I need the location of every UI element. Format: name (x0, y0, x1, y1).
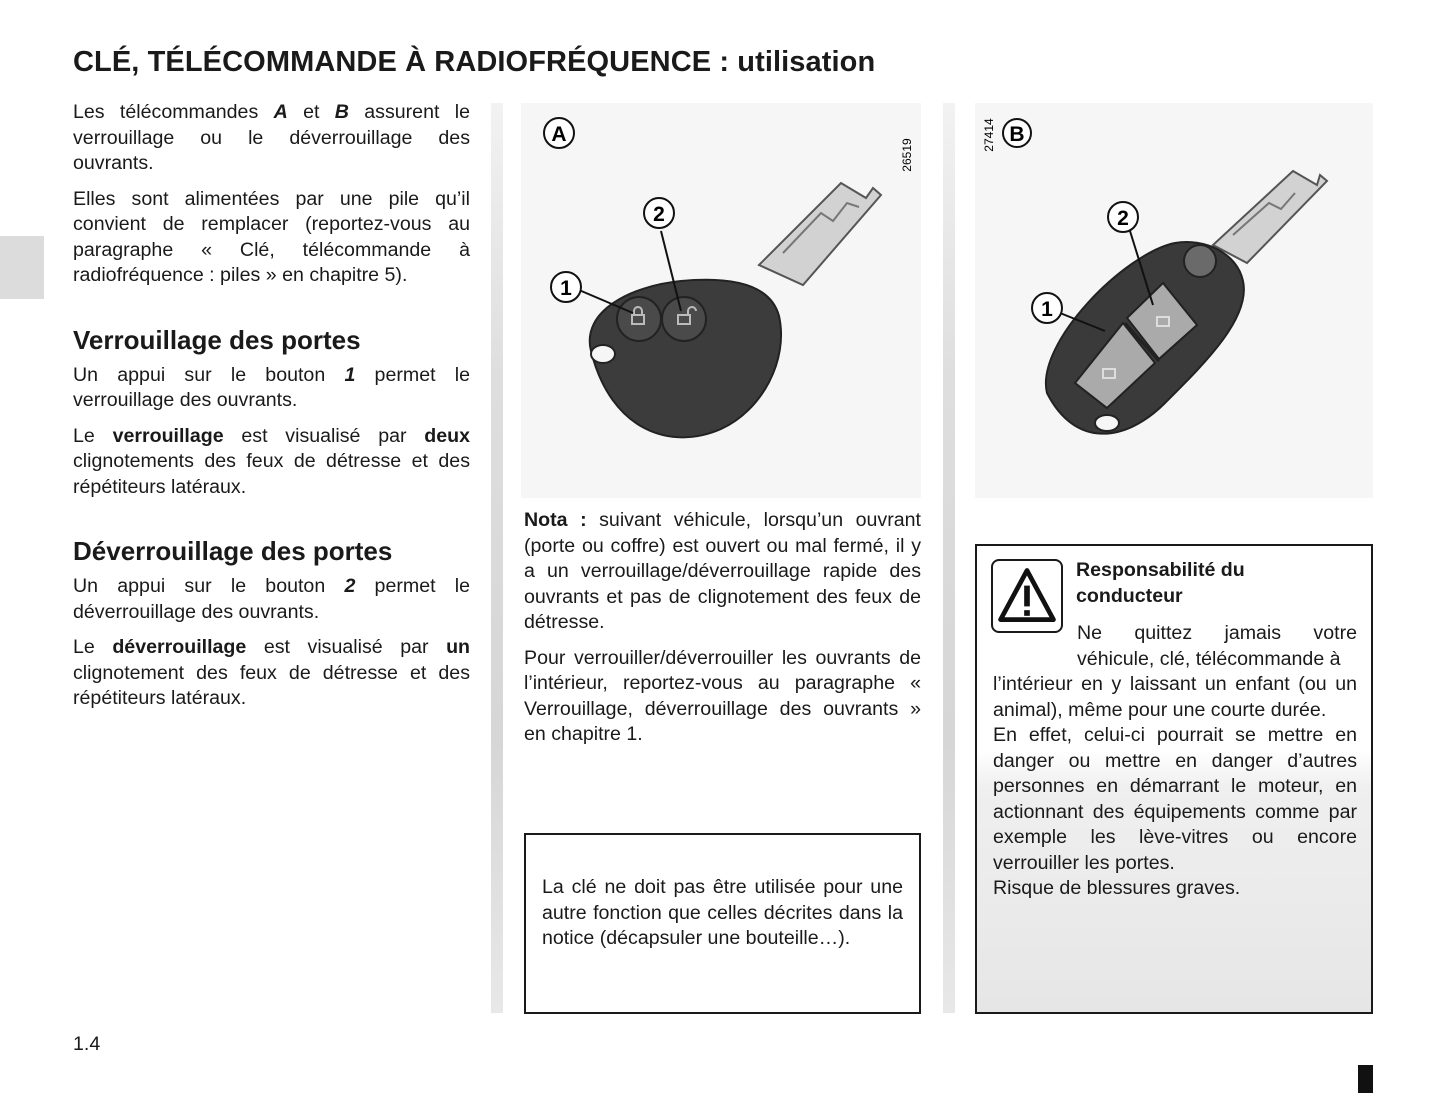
figure-a-key-remote (521, 103, 921, 498)
warning-line-2: l’intérieur en y laissant un enfant (ou un animal), même pour une courte durée. (993, 673, 1357, 721)
locking-heading: Verrouillage des portes (73, 324, 361, 355)
figure-letter: B (1009, 123, 1025, 146)
nota-paragraph: Nota : suivant véhicule, lorsqu’un ouvrant (porte ou coffre) est ouvert ou mal fermé, il y a un verrouillage/déverrouillage rapide des ouvrants et pas de clignotement des feux de détresse. (524, 509, 921, 633)
column-left (73, 100, 470, 722)
key-usage-notice (524, 833, 921, 1014)
figure-ref: 27414 (982, 118, 996, 152)
warning-line-4: Risque de blessures graves. (993, 877, 1241, 899)
column-middle (524, 508, 921, 758)
locking-paragraph-2: Le verrouillage est visualisé par deux clignotements des feux de détresse et des répétiteurs latéraux. (73, 424, 470, 498)
callout-2: 2 (1117, 207, 1129, 230)
key-b-illustration (975, 103, 1373, 498)
callout-1: 1 (560, 277, 572, 300)
nota-paragraph-2: Pour verrouiller/déverrouiller les ouvrants de l’intérieur, reportez-vous au paragraphe « Verrouillage, déverrouillage des ouvrants » en chapitre 1. (524, 646, 921, 745)
chapter-tab (0, 236, 44, 299)
callout-2: 2 (653, 203, 665, 226)
page-corner-mark (1358, 1065, 1373, 1093)
driver-responsibility-warning (975, 544, 1373, 1014)
blade-release-button (1184, 245, 1216, 277)
locking-paragraph-1: Un appui sur le bouton 1 permet le verrouillage des ouvrants. (73, 363, 470, 411)
warning-title: Responsabilité du conducteur (1076, 559, 1245, 607)
key-body (590, 280, 781, 438)
warning-line-3: En effet, celui-ci pourrait se mettre en danger ou mettre en danger d’autres personnes en démarrant le moteur, en actionnant des équipements comme par exemple les lève-vitres ou encore verrouiller les portes. (993, 724, 1357, 874)
column-divider-1 (491, 103, 503, 1013)
column-divider-2 (943, 103, 955, 1013)
figure-ref: 26519 (900, 138, 914, 172)
intro-paragraph-1: Les télécommandes A et B assurent le verrouillage ou le déverrouillage des ouvrants. (73, 101, 470, 174)
warning-body (993, 621, 1357, 902)
figure-letter: A (551, 123, 567, 146)
unlocking-paragraph-1: Un appui sur le bouton 2 permet le déverrouillage des ouvrants. (73, 575, 470, 623)
figure-b-key-remote (975, 103, 1373, 498)
key-body (1046, 242, 1244, 434)
key-a-illustration (521, 103, 921, 498)
warning-line-1: Ne quittez jamais votre véhicule, clé, télécommande à (1077, 622, 1357, 670)
page-title: CLÉ, TÉLÉCOMMANDE À RADIOFRÉQUENCE : utilisation (73, 46, 876, 78)
intro-paragraph-2: Elles sont alimentées par une pile qu’il convient de remplacer (reportez-vous au paragraphe « Clé, télécommande à radiofréquence : piles » en chapitre 5). (73, 187, 470, 286)
key-usage-text: La clé ne doit pas être utilisée pour une autre fonction que celles décrites dans la notice (décapsuler une bouteille…). (542, 876, 903, 949)
key-blade (759, 183, 881, 285)
unlocking-paragraph-2: Le déverrouillage est visualisé par un clignotement des feux de détresse et des répétiteurs latéraux. (73, 636, 470, 709)
key-blade (1213, 171, 1327, 263)
callout-1: 1 (1041, 298, 1053, 321)
page-number: 1.4 (73, 1033, 101, 1055)
unlocking-heading: Déverrouillage des portes (73, 536, 393, 566)
